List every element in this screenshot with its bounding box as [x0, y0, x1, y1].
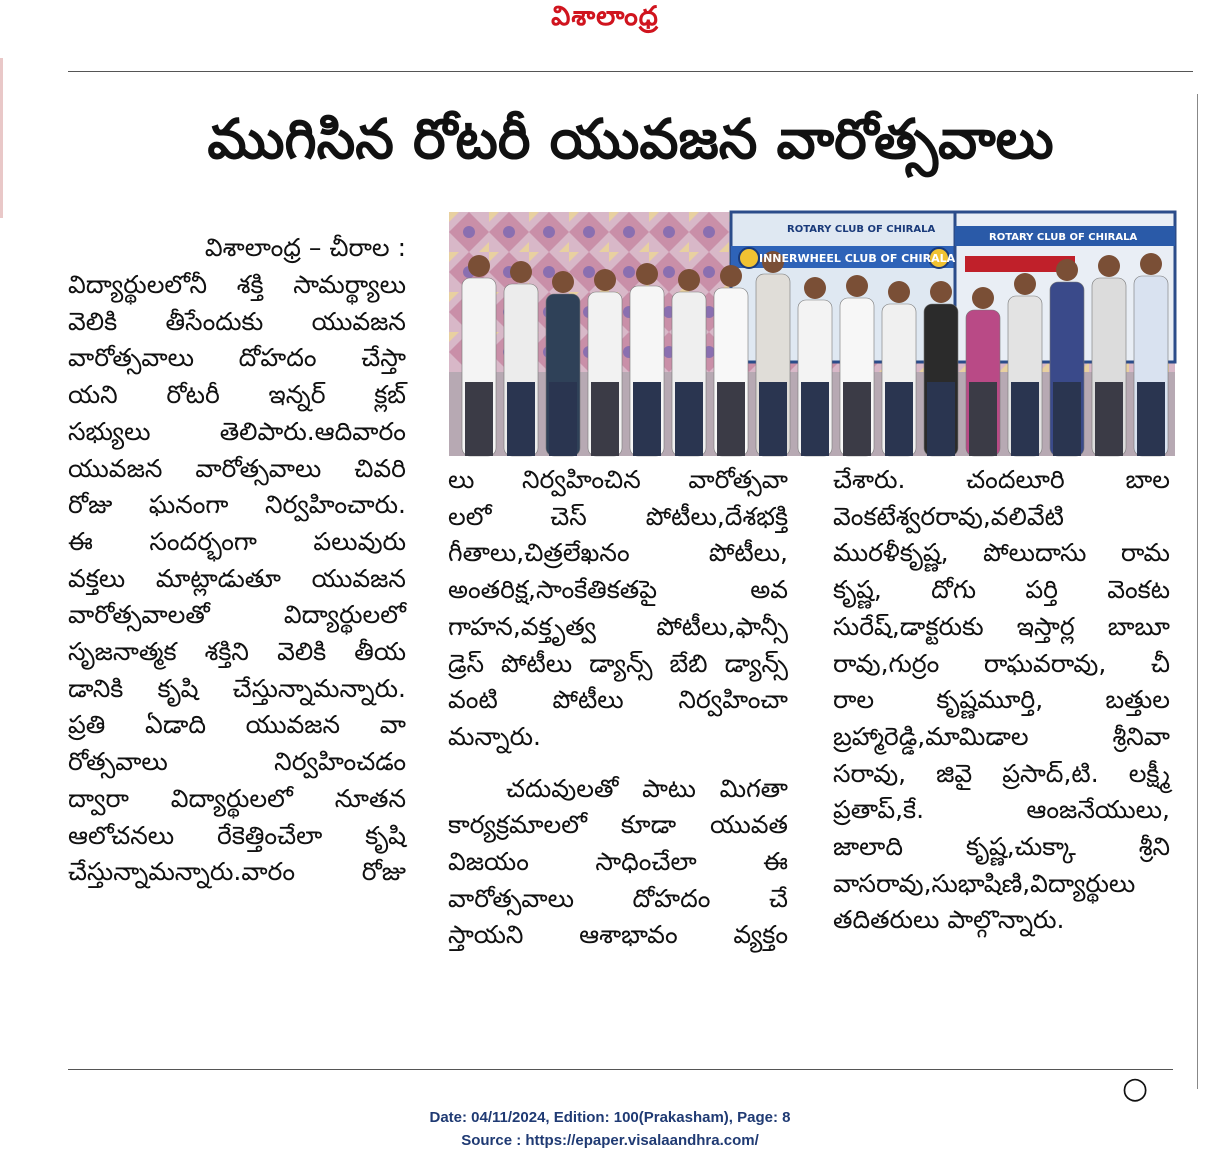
photo-person-head	[972, 287, 994, 309]
photo-person-legs	[1095, 382, 1123, 456]
article-line: వారోత్సవాలు దోహదం చేస్తా	[68, 343, 406, 372]
article-line: విజయం సాధించేలా ఈ	[448, 847, 788, 876]
photo-person-legs	[1011, 382, 1039, 456]
photo-person-legs	[927, 382, 955, 456]
photo-person-head	[636, 263, 658, 285]
article-line: చేశారు. చందలూరి బాల	[833, 465, 1170, 494]
photo-person-head	[552, 271, 574, 293]
article-line: సృజనాత్మక శక్తిని వెలికి తీయ	[68, 637, 406, 666]
article-line: వక్తలు మాట్లాడుతూ యువజన	[68, 564, 406, 593]
photo-person-legs	[507, 382, 535, 456]
article-line: డానికి కృషి చేస్తున్నామన్నారు.	[68, 674, 406, 703]
photo-person-head	[1140, 253, 1162, 275]
article-line: యని రోటరీ ఇన్నర్ క్లబ్	[68, 380, 406, 409]
bottom-divider	[68, 1069, 1173, 1070]
article-line: వెలికి తీసేందుకు యువజన	[68, 307, 406, 336]
article-line: రోజు ఘనంగా నిర్వహించారు.	[68, 490, 406, 519]
article-line: కృష్ణ, దోగు పర్తి వెంకట	[833, 575, 1170, 604]
photo-person-head	[594, 269, 616, 291]
photo-person-head	[1056, 259, 1078, 281]
photo-person-head	[930, 281, 952, 303]
photo-person-head	[1014, 273, 1036, 295]
article-line: విద్యార్థులలోనీ శక్తి సామర్థ్యాలు	[68, 270, 406, 299]
article-headline: ముగిసిన రోటరీ యువజన వారోత్సవాలు	[207, 107, 1054, 171]
article-line: ఈ సందర్భంగా పలువురు	[68, 527, 406, 556]
photo-person-head	[510, 261, 532, 283]
photo-person-legs	[549, 382, 577, 456]
top-divider	[68, 71, 1193, 72]
article-column-2	[448, 462, 788, 1062]
photo-person-legs	[969, 382, 997, 456]
photo-person-legs	[1053, 382, 1081, 456]
photo-person-legs	[885, 382, 913, 456]
scan-edge-mark	[0, 58, 3, 218]
article-line: ఆలోచనలు రేకెత్తించేలా కృషి	[68, 821, 406, 850]
photo-person-head	[888, 281, 910, 303]
article-line: లు నిర్వహించిన వారోత్సవా	[448, 465, 788, 494]
article-line: రావు,గుర్రం రాఘవరావు, చీ	[833, 649, 1170, 678]
article-line: వెంకటేశ్వరరావు,వలివేటి	[833, 502, 1064, 531]
article-line: మురళీకృష్ణ, పోలుదాసు రామ	[833, 538, 1170, 567]
article-column-1	[68, 230, 406, 1060]
photo-person-legs	[1137, 382, 1165, 456]
photo-person-legs	[675, 382, 703, 456]
article-line: బ్రహ్మారెడ్డి,మామిడాల శ్రీనివా	[833, 722, 1170, 751]
article-line: రోత్సవాలు నిర్వహించడం	[68, 747, 406, 776]
footer-date-line: Date: 04/11/2024, Edition: 100(Prakasham), Page: 8	[429, 1109, 791, 1126]
article-line: సరావు, జివై ప్రసాద్,టి. లక్ష్మీ	[833, 759, 1170, 788]
photo-person-legs	[759, 382, 787, 456]
photo-banner-left-main: INNERWHEEL CLUB OF CHIRALA	[759, 252, 956, 265]
photo-person-head	[678, 269, 700, 291]
article-column-3	[833, 462, 1170, 1062]
article-line: గాహన,వక్తృత్వ పోటీలు,ఫాన్సీ	[448, 612, 788, 641]
photo-person-head	[468, 255, 490, 277]
article-line: లలో చెస్ పోటీలు,దేశభక్తి	[448, 502, 788, 531]
footer-source-line: Source : https://epaper.visalaandhra.com/	[461, 1132, 759, 1149]
photo-person-legs	[633, 382, 661, 456]
article-line: చదువులతో పాటు మిగతా	[506, 774, 788, 803]
article-line: గీతాలు,చిత్రలేఖనం పోటీలు,	[448, 538, 788, 567]
photo-person-legs	[465, 382, 493, 456]
right-divider	[1197, 94, 1198, 1089]
article-line: డ్రెస్ పోటీలు డ్యాన్స్ బేబి డ్యాన్స్	[448, 649, 788, 678]
article-line: యువజన వారోత్సవాలు చివరి	[68, 454, 406, 483]
photo-person-legs	[801, 382, 829, 456]
article-line: తదితరులు పాల్గొన్నారు.	[833, 905, 1065, 934]
newspaper-masthead: విశాలాంధ్ర	[551, 1, 659, 32]
article-byline: విశాలాంధ్ర – చీరాల :	[204, 233, 406, 262]
photo-person-head	[804, 277, 826, 299]
photo-person-legs	[843, 382, 871, 456]
photo-person-legs	[717, 382, 745, 456]
photo-banner-left-top: ROTARY CLUB OF CHIRALA	[787, 224, 936, 235]
article-line: ప్రతాప్,కే. ఆంజనేయులు,	[833, 795, 1170, 824]
article-line: మన్నారు.	[448, 722, 541, 751]
article-line: సురేష్,డాక్టరుకు ఇస్తార్ల బాబూ	[833, 612, 1170, 641]
article-line: స్తాయని ఆశాభావం వ్యక్తం	[448, 920, 788, 949]
event-photo-graphic	[449, 212, 1175, 456]
photo-person-head	[720, 265, 742, 287]
article-line: ప్రతి ఏడాది యువజన వా	[68, 710, 406, 739]
article-line: చేస్తున్నామన్నారు.వారం రోజు	[68, 857, 406, 886]
article-line: సభ్యులు తెలిపారు.ఆదివారం	[68, 417, 406, 446]
article-line: ద్వారా విద్యార్థులలో నూతన	[68, 784, 406, 813]
article-line: జాలాది కృష్ణ,చుక్కా శ్రీని	[833, 832, 1170, 861]
photo-person-head	[1098, 255, 1120, 277]
article-line: కార్యక్రమాలలో కూడా యువత	[448, 810, 788, 839]
event-photo	[449, 212, 1175, 456]
photo-person-head	[846, 275, 868, 297]
article-line: వారోత్సవాలతో విద్యార్థులలో	[68, 600, 406, 629]
article-line: అంతరిక్ష,సాంకేతికతపై అవ	[448, 575, 788, 604]
page-continuation-glyph: ○	[1122, 1071, 1149, 1106]
article-line: వాసరావు,సుభాషిణి,విద్యార్థులు	[833, 869, 1136, 898]
article-line: రాల కృష్ణమూర్తి, బత్తుల	[833, 685, 1170, 714]
article-line: వంటి పోటీలు నిర్వహించా	[448, 685, 788, 714]
photo-person-legs	[591, 382, 619, 456]
photo-banner-right-top: ROTARY CLUB OF CHIRALA	[989, 232, 1138, 243]
article-line: వారోత్సవాలు దోహదం చే	[448, 884, 788, 913]
